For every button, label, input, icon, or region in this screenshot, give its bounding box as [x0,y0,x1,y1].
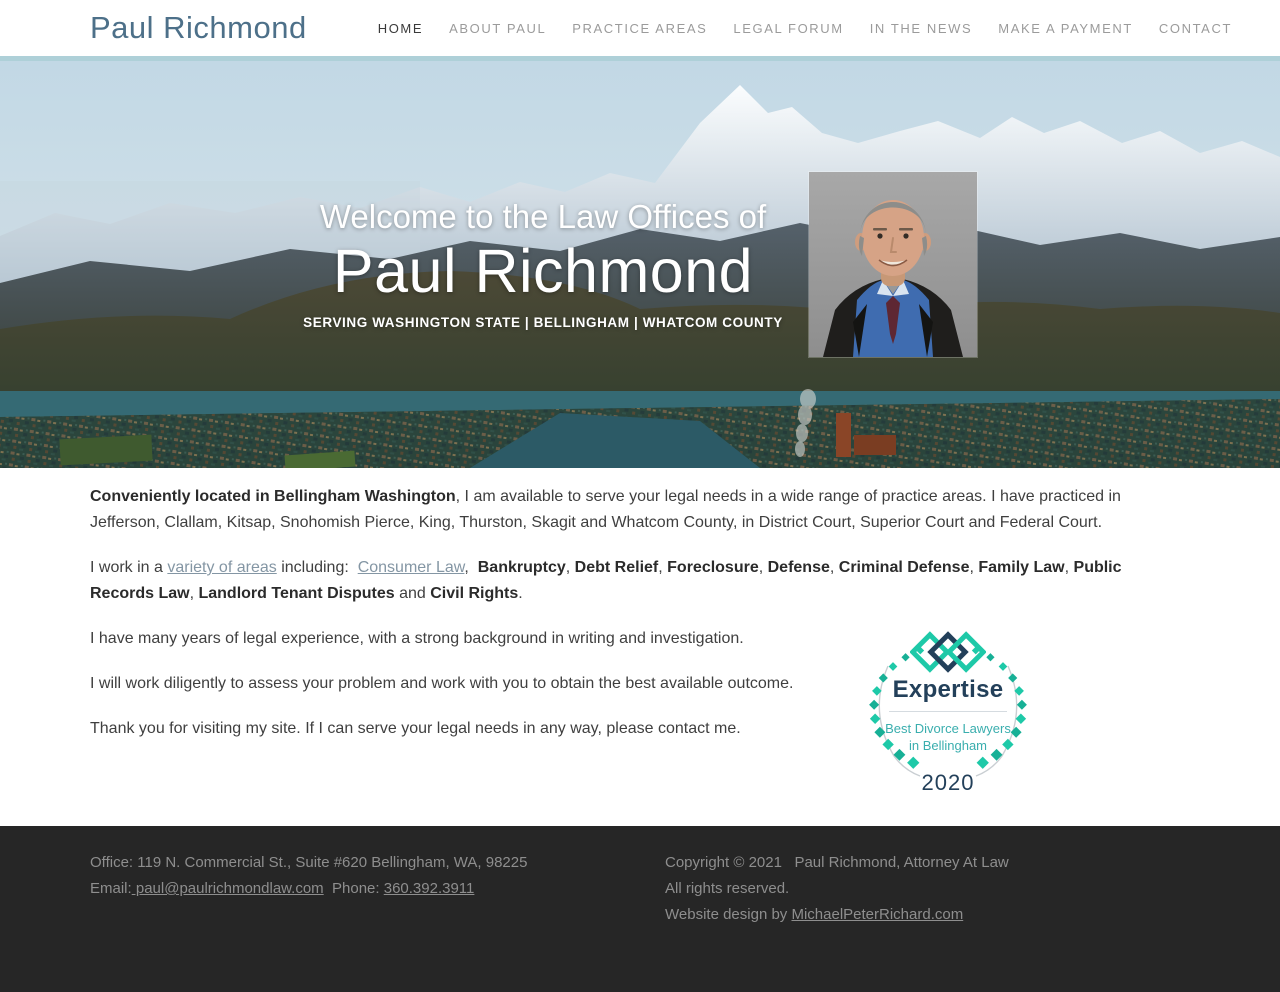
nav-item-about-paul[interactable]: ABOUT PAUL [449,20,547,36]
intro-paragraph [90,484,1150,536]
nav-item-contact[interactable]: CONTACT [1158,20,1232,36]
bold-text: Bankruptcy [477,559,566,576]
bold-text: Criminal Defense [838,559,970,576]
hero-title-name: Paul Richmond [332,237,754,306]
nav-item-practice-areas[interactable]: PRACTICE AREAS [572,20,708,36]
diligence-paragraph: I will work diligently to assess your problem and work with you to obtain the best available outcome. [90,675,794,692]
plain-text: , I am available to serve your legal needs in a wide range of practice areas. I have practiced in Jefferson, Clallam, Kitsap, Snohomish Pierce, King, Thurston, Skagit and Whatcom County, in District Court, Superior Court and Federal Court. [90,488,1126,531]
footer-copyright: Copyright © 2021 Paul Richmond, Attorney At Law [665,854,1009,871]
bold-text: Landlord Tenant Disputes [198,585,395,602]
bold-text: Civil Rights [430,585,519,602]
main-nav [378,21,1232,36]
text-link[interactable]: MichaelPeterRichard.com [791,906,964,923]
badge-year: 2020 [921,770,975,795]
site-footer [0,826,1280,992]
plain-text: , [189,585,199,602]
text-link[interactable]: 360.392.3911 [383,880,475,897]
plain-text: Email: [90,880,132,897]
footer-rights: All rights reserved. [665,880,790,897]
nav-item-make-a-payment[interactable]: MAKE A PAYMENT [998,20,1133,36]
plain-text: , [829,559,839,576]
site-header [0,0,1280,61]
text-link[interactable]: variety of areas [167,559,277,576]
plain-text: , [464,559,478,576]
footer-email-phone-line [90,876,665,902]
plain-text: , [969,559,979,576]
expertise-diamonds-icon [910,630,986,674]
footer-office-address: Office: 119 N. Commercial St., Suite #620 Bellingham, WA, 98225 [90,854,528,871]
bold-text: Defense [767,559,830,576]
hero-content [0,61,1280,468]
plain-text: , [1064,559,1074,576]
hero-tagline: SERVING WASHINGTON STATE | BELLINGHAM | WHATCOM COUNTY [303,315,783,331]
hero-banner [0,61,1280,468]
hero-text-block [303,199,783,330]
plain-text: , [758,559,768,576]
site-logo[interactable]: Paul Richmond [90,10,307,45]
plain-text: I work in a [90,559,168,576]
plain-text: . [518,585,523,602]
badge-divider [889,711,1007,712]
bold-text: Debt Relief [574,559,659,576]
footer-copyright-column [665,850,1009,992]
plain-text: Phone: [323,880,384,897]
expertise-award-badge[interactable] [860,628,1036,795]
experience-paragraph: I have many years of legal experience, with a strong background in writing and investigation. [90,630,744,647]
bold-text: Foreclosure [667,559,759,576]
thanks-paragraph: Thank you for visiting my site. If I can serve your legal needs in any way, please contact me. [90,720,741,737]
practice-areas-paragraph [90,555,1150,607]
plain-text: , [658,559,668,576]
text-link[interactable]: Consumer Law [357,559,465,576]
attorney-portrait-photo [809,172,977,357]
badge-award-line1: Best Divorce Lawyers [885,721,1011,736]
text-link[interactable]: paul@paulrichmondlaw.com [131,880,324,897]
plain-text: Website design by [665,906,792,923]
nav-item-legal-forum[interactable]: LEGAL FORUM [733,20,844,36]
award-badge-area [860,626,1150,795]
badge-award-line2: in Bellingham [908,738,988,753]
bold-text: Family Law [978,559,1065,576]
bold-text: Public Records Law [90,559,1126,602]
plain-text: including: [276,559,358,576]
plain-text: and [394,585,431,602]
footer-design-credit [665,902,1009,928]
badge-brand-text: Expertise [892,676,1004,703]
plain-text: , [565,559,575,576]
hero-welcome-line: Welcome to the Law Offices of [319,197,767,235]
nav-item-home[interactable]: HOME [377,20,424,36]
nav-item-in-the-news[interactable]: IN THE NEWS [869,20,973,36]
footer-contact-column [90,850,665,992]
main-content [0,468,1280,826]
badge-inner [860,628,1036,796]
bold-text: Conveniently located in Bellingham Washington [90,488,456,505]
